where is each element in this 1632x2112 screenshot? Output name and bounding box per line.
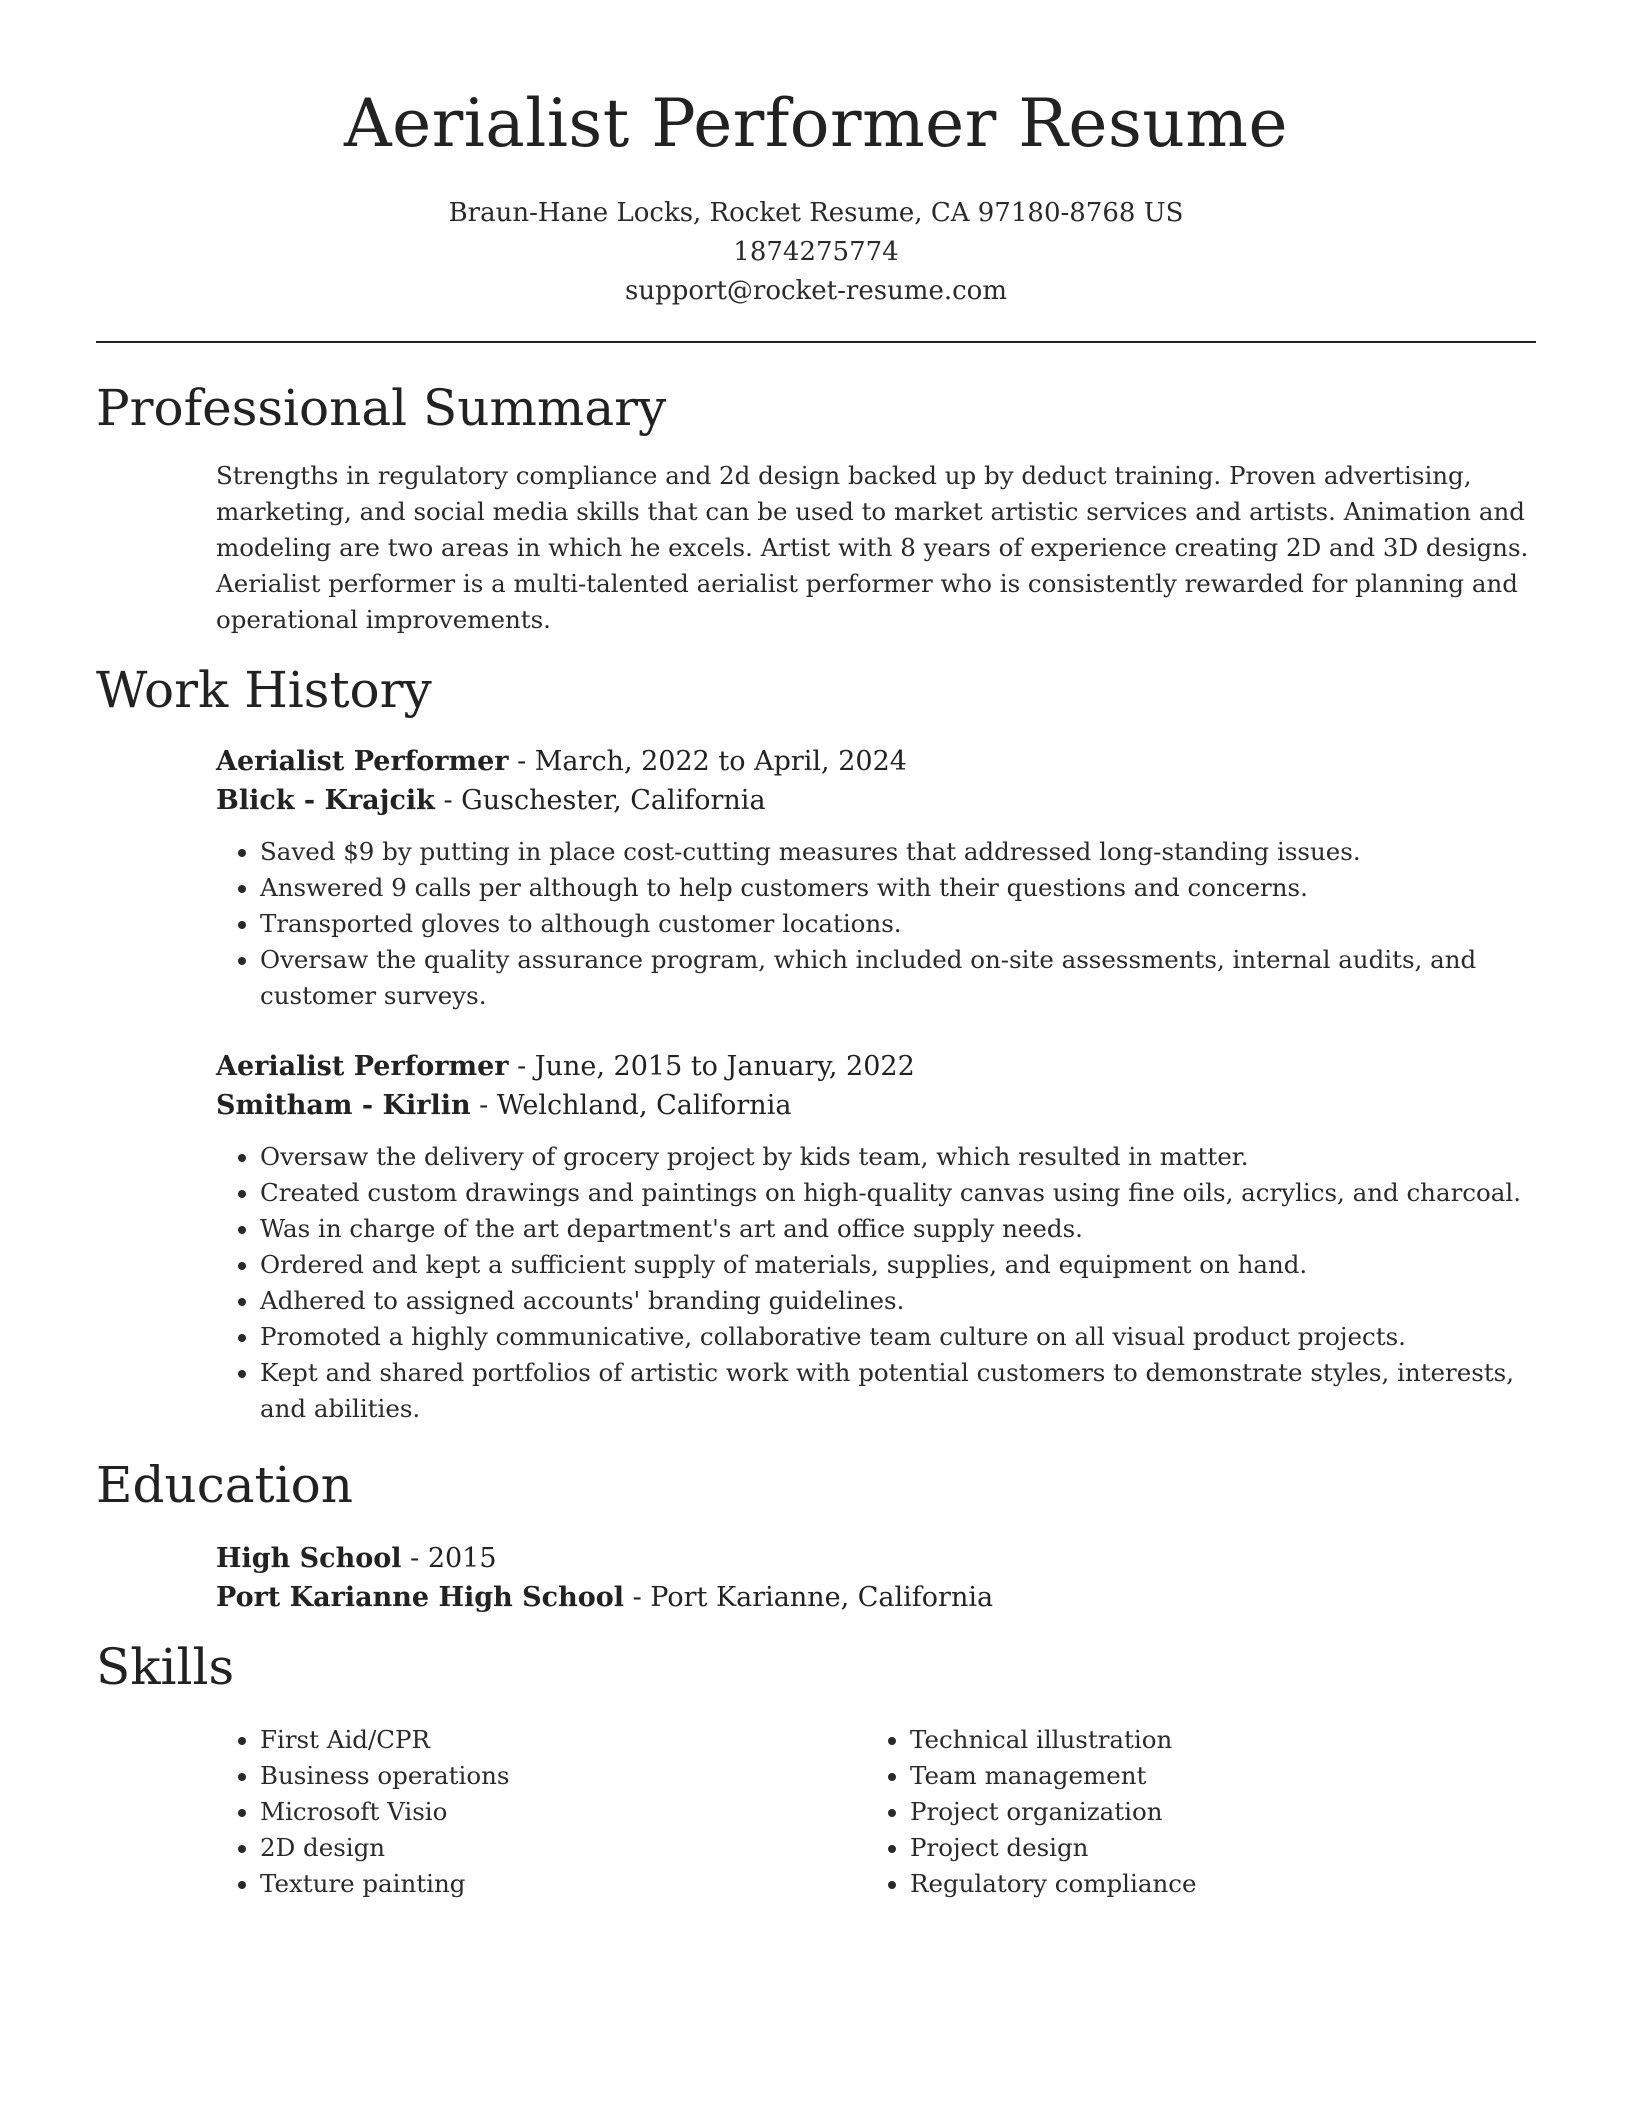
- job-dates: - June, 2015 to January, 2022: [508, 1051, 915, 1082]
- contact-address: Braun-Hane Locks, Rocket Resume, CA 97180-8768 US: [448, 198, 1184, 228]
- summary-heading: Professional Summary: [96, 379, 667, 437]
- list-item: • Project organization: [910, 1794, 1516, 1830]
- job-company: Smitham - Kirlin: [216, 1090, 471, 1121]
- job-company: Blick - Krajcik: [216, 785, 435, 816]
- job-company-line: [216, 1086, 1536, 1125]
- job-bullet-list: [216, 1139, 1536, 1427]
- skills-column-left: [216, 1722, 866, 1902]
- job-entry: [216, 742, 1536, 1014]
- job-title-line: [216, 1047, 1536, 1086]
- skills-block: [216, 1722, 1536, 1902]
- skills-list-right: [866, 1722, 1516, 1902]
- header-divider: [96, 341, 1536, 343]
- job-location: - Welchland, California: [470, 1090, 792, 1121]
- list-item: • 2D design: [260, 1830, 866, 1866]
- education-degree-line: [216, 1539, 1536, 1578]
- summary-text: Strengths in regulatory compliance and 2d design backed up by deduct training. Proven advertising, marketing, and social media skills that can be used to market artistic services and artists. Animation and modeling are two areas in which he excels. Artist with 8 years of experience creating 2D and 3D designs. Aerialist performer is a multi-talented aerialist performer who is consistently rewarded for planning and operational improvements.: [216, 461, 1529, 634]
- summary-block: [216, 458, 1536, 638]
- education-year: - 2015: [401, 1543, 497, 1574]
- education-entry: [216, 1539, 1536, 1617]
- education-heading: Education: [96, 1456, 353, 1514]
- contact-email: support@rocket-resume.com: [624, 276, 1007, 306]
- job-entry: [216, 1047, 1536, 1427]
- job-location: - Guschester, California: [434, 785, 766, 816]
- list-item: • Adhered to assigned accounts' branding guidelines.: [260, 1283, 1536, 1319]
- list-item: • Transported gloves to although customer locations.: [260, 906, 1536, 942]
- list-item: • Technical illustration: [910, 1722, 1516, 1758]
- list-item: • Team management: [910, 1758, 1516, 1794]
- list-item: • Oversaw the delivery of grocery project by kids team, which resulted in matter.: [260, 1139, 1536, 1175]
- list-item: • Business operations: [260, 1758, 866, 1794]
- resume-header: [96, 82, 1536, 311]
- list-item: • Oversaw the quality assurance program, which included on-site assessments, internal audits, and customer surveys.: [260, 942, 1536, 1014]
- list-item: • Created custom drawings and paintings on high-quality canvas using fine oils, acrylics, and charcoal.: [260, 1175, 1536, 1211]
- education-school: Port Karianne High School: [216, 1582, 624, 1613]
- job-dates: - March, 2022 to April, 2024: [508, 746, 907, 777]
- list-item: • Answered 9 calls per although to help customers with their questions and concerns.: [260, 870, 1536, 906]
- job-title: Aerialist Performer: [216, 1051, 509, 1082]
- job-company-line: [216, 781, 1536, 820]
- resume-title: Aerialist Performer Resume: [343, 85, 1289, 162]
- skills-heading: Skills: [96, 1638, 235, 1696]
- education-school-line: [216, 1578, 1536, 1617]
- list-item: • Project design: [910, 1830, 1516, 1866]
- job-bullet-list: [216, 834, 1536, 1014]
- skills-column-right: [866, 1722, 1516, 1902]
- contact-phone: 1874275774: [733, 237, 899, 267]
- list-item: • Was in charge of the art department's art and office supply needs.: [260, 1211, 1536, 1247]
- skills-columns: [216, 1722, 1536, 1902]
- job-title-line: [216, 742, 1536, 781]
- list-item: • First Aid/CPR: [260, 1722, 866, 1758]
- work-history-heading: Work History: [96, 661, 432, 719]
- list-item: • Regulatory compliance: [910, 1866, 1516, 1902]
- list-item: • Texture painting: [260, 1866, 866, 1902]
- list-item: • Ordered and kept a sufficient supply of materials, supplies, and equipment on hand.: [260, 1247, 1536, 1283]
- skills-list-left: [216, 1722, 866, 1902]
- list-item: • Saved $9 by putting in place cost-cutting measures that addressed long-standing issues.: [260, 834, 1536, 870]
- list-item: • Microsoft Visio: [260, 1794, 866, 1830]
- education-degree: High School: [216, 1543, 402, 1574]
- job-title: Aerialist Performer: [216, 746, 509, 777]
- education-location: - Port Karianne, California: [623, 1582, 994, 1613]
- list-item: • Promoted a highly communicative, collaborative team culture on all visual product projects.: [260, 1319, 1536, 1355]
- list-item: • Kept and shared portfolios of artistic work with potential customers to demonstrate styles, interests, and abilities.: [260, 1355, 1536, 1427]
